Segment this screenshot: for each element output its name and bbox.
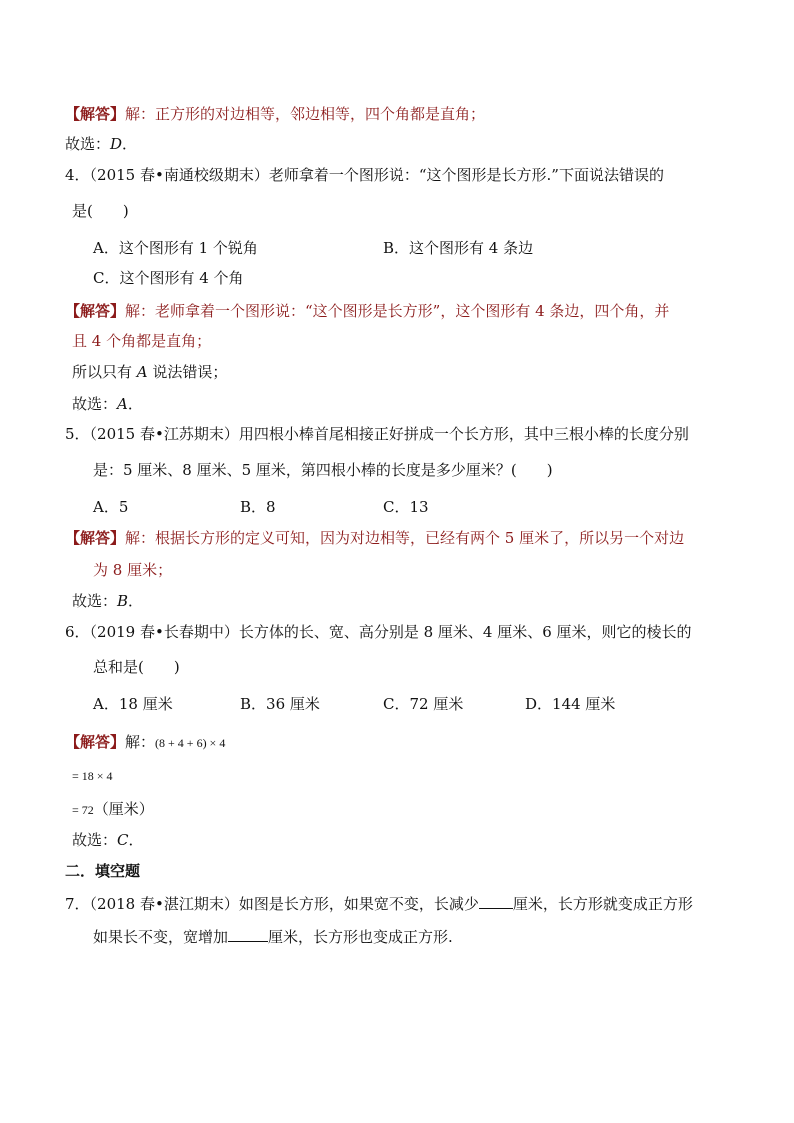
choice-letter: B <box>117 592 129 610</box>
calc-unit: （厘米） <box>93 800 154 818</box>
answer-tag: 【解答】 <box>65 529 126 547</box>
q5-option-a: A．5 <box>93 498 129 516</box>
q7-line2 <box>93 926 453 947</box>
q5-answer-line1 <box>65 528 684 548</box>
choice-end: ． <box>127 395 143 413</box>
q3-choice <box>65 134 137 154</box>
choice-prefix: 故选： <box>72 395 118 413</box>
choice-letter: C <box>117 831 129 849</box>
q6-choice <box>72 830 144 850</box>
q7-text-a: 7．（2018 春•湛江期末）如图是长方形，如果宽不变，长减少 <box>65 895 479 913</box>
q6-stem-line2: 总和是( ) <box>93 658 180 676</box>
choice-end: ． <box>128 592 144 610</box>
calc-step-2: = 18 × 4 <box>72 769 113 783</box>
explanation-var: A <box>136 363 148 381</box>
answer-tag: 【解答】 <box>65 105 126 123</box>
q5-stem-line1: 5．（2015 春•江苏期末）用四根小棒首尾相接正好拼成一个长方形，其中三根小棒的长度分别 <box>65 425 689 443</box>
calc-step-1: (8 + 4 + 6) × 4 <box>155 736 226 750</box>
q5-answer-line2: 为 8 厘米； <box>93 561 173 579</box>
choice-end: ． <box>122 135 138 153</box>
q7-line1 <box>65 893 693 914</box>
answer-pre: 解： <box>125 733 156 751</box>
q4-answer-line2: 且 4 个角都是直角； <box>72 332 212 350</box>
q5-option-b: B．8 <box>240 498 276 516</box>
choice-letter: A <box>117 395 128 413</box>
fill-blank-2[interactable] <box>228 926 268 942</box>
q6-option-c: C．72 厘米 <box>383 695 464 713</box>
q7-text-c: 如果长不变，宽增加 <box>93 928 229 946</box>
q4-option-c: C．这个图形有 4 个角 <box>93 269 244 287</box>
answer-text: 解：老师拿着一个图形说：“这个图形是长方形”，这个图形有 4 条边，四个角，并 <box>125 302 670 320</box>
section-title: 二．填空题 <box>65 862 141 880</box>
q4-stem-line2: 是( ) <box>72 202 129 220</box>
choice-prefix: 故选： <box>72 592 118 610</box>
q4-stem-line1: 4．（2015 春•南通校级期末）老师拿着一个图形说：“这个图形是长方形.”下面说法错误的 <box>65 166 664 184</box>
answer-text: 解：根据长方形的定义可知，因为对边相等，已经有两个 5 厘米了，所以另一个对边 <box>125 529 685 547</box>
q7-text-b: 厘米，长方形就变成正方形 <box>512 895 693 913</box>
fill-blank-1[interactable] <box>479 893 513 909</box>
q6-option-d: D．144 厘米 <box>525 695 616 713</box>
q5-stem-line2: 是：5 厘米、8 厘米、5 厘米，第四根小棒的长度是多少厘米？( ) <box>93 461 553 479</box>
calc-step-3-line <box>72 799 154 820</box>
q5-choice <box>72 591 143 611</box>
explanation-post: 说法错误； <box>147 363 228 381</box>
q6-option-a: A．18 厘米 <box>93 695 173 713</box>
q3-answer <box>65 104 485 124</box>
q4-option-a: A．这个图形有 1 个锐角 <box>93 239 258 257</box>
answer-tag: 【解答】 <box>65 733 126 751</box>
q7-text-d: 厘米，长方形也变成正方形. <box>268 928 453 946</box>
q4-choice <box>72 394 143 414</box>
answer-tag: 【解答】 <box>65 302 126 320</box>
q6-stem-line1: 6．（2019 春•长春期中）长方体的长、宽、高分别是 8 厘米、4 厘米、6 厘米，则它的棱长的 <box>65 623 692 641</box>
q5-option-c: C．13 <box>383 498 429 516</box>
choice-letter: D <box>110 135 123 153</box>
explanation-pre: 所以只有 <box>72 363 137 381</box>
calc-step-3: = 72 <box>72 803 94 817</box>
answer-text: 解：正方形的对边相等，邻边相等，四个角都是直角； <box>125 105 486 123</box>
q6-answer <box>65 732 225 753</box>
choice-prefix: 故选： <box>65 135 111 153</box>
choice-end: ． <box>128 831 144 849</box>
q6-option-b: B．36 厘米 <box>240 695 320 713</box>
q4-option-b: B．这个图形有 4 条边 <box>383 239 534 257</box>
q4-answer-line1 <box>65 301 669 321</box>
q4-explanation <box>72 362 227 382</box>
choice-prefix: 故选： <box>72 831 118 849</box>
